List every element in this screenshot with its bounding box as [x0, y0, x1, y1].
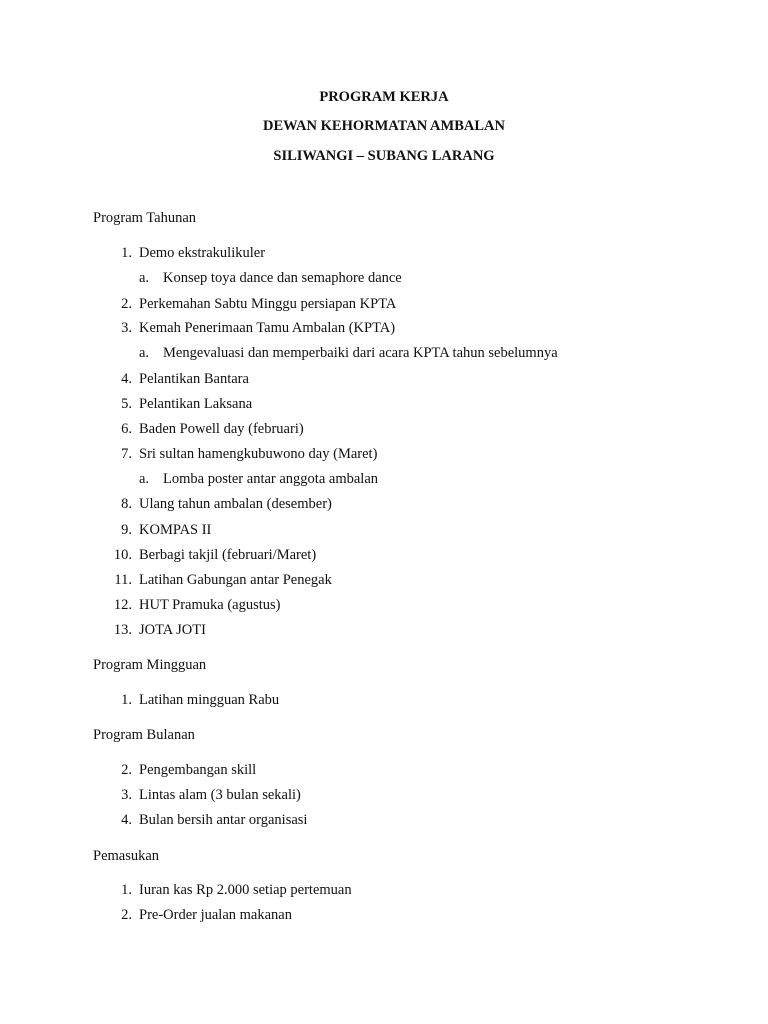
list-item: 5. Pelantikan Laksana — [121, 396, 253, 412]
list-item: 4. Bulan bersih antar organisasi — [121, 812, 308, 828]
list-item: 10. Berbagi takjil (februari/Maret) — [113, 547, 317, 563]
list-item: 11. Latihan Gabungan antar Penegak — [114, 572, 332, 588]
sub-list-item: a. Konsep toya dance dan semaphore dance — [139, 270, 402, 286]
list-item: 6. Baden Powell day (februari) — [121, 421, 304, 437]
list-item: 3. Kemah Penerimaan Tamu Ambalan (KPTA) — [121, 320, 396, 336]
list-item: 8. Ulang tahun ambalan (desember) — [121, 496, 332, 512]
list-item: 12. HUT Pramuka (agustus) — [113, 597, 281, 613]
list-item: 1. Latihan mingguan Rabu — [121, 692, 280, 708]
list-item: 9. KOMPAS II — [121, 522, 212, 538]
section-heading-mingguan: Program Mingguan — [93, 657, 207, 673]
list-item: 1. Demo ekstrakulikuler — [121, 245, 266, 261]
list-item: 2. Pengembangan skill — [121, 762, 257, 778]
document-subtitle-unit: SILIWANGI – SUBANG LARANG — [273, 148, 495, 164]
list-item: 4. Pelantikan Bantara — [121, 371, 249, 387]
section-heading-pemasukan: Pemasukan — [93, 848, 160, 864]
list-item: 1. Iuran kas Rp 2.000 setiap pertemuan — [121, 882, 352, 898]
sub-list-item: a. Lomba poster antar anggota ambalan — [139, 471, 379, 487]
list-item: 2. Pre-Order jualan makanan — [121, 907, 292, 923]
section-heading-bulanan: Program Bulanan — [93, 727, 195, 743]
list-item: 2. Perkemahan Sabtu Minggu persiapan KPTA — [121, 296, 397, 312]
document-subtitle-org: DEWAN KEHORMATAN AMBALAN — [263, 118, 505, 134]
list-item: 3. Lintas alam (3 bulan sekali) — [121, 787, 301, 803]
sub-list-item: a. Mengevaluasi dan memperbaiki dari acara KPTA tahun sebelumnya — [139, 345, 558, 361]
document-title: PROGRAM KERJA — [319, 89, 449, 105]
list-item: 13. JOTA JOTI — [113, 622, 206, 638]
list-item: 7. Sri sultan hamengkubuwono day (Maret) — [121, 446, 378, 462]
section-heading-tahunan: Program Tahunan — [93, 210, 197, 226]
